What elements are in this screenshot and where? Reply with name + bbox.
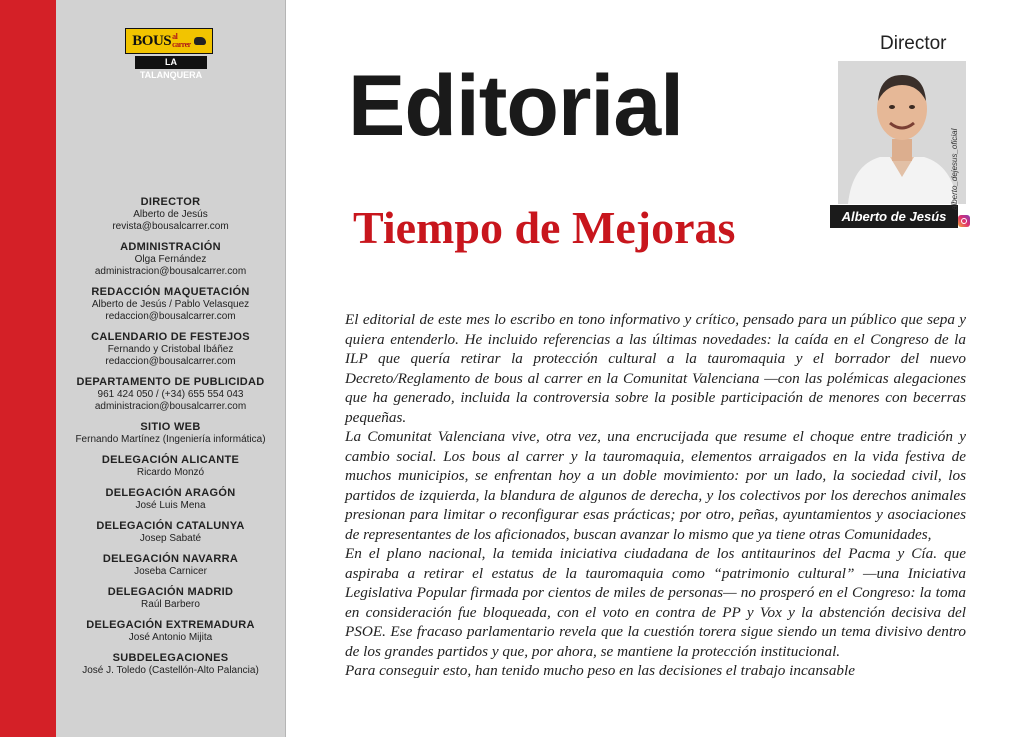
- instagram-handle: alberto_dejesus_oficial: [950, 128, 959, 210]
- credit-block: [56, 376, 285, 413]
- logo-subtitle: LA TALANQUERA: [135, 56, 207, 69]
- director-photo: [838, 61, 966, 204]
- credit-title: CALENDARIO DE FESTEJOS: [91, 331, 250, 343]
- credit-line: revista@bousalcarrer.com: [112, 221, 229, 232]
- credit-block: [56, 487, 285, 512]
- credit-line: José Luis Mena: [135, 500, 206, 511]
- red-edge-bar: [0, 0, 56, 737]
- credit-line: Olga Fernández: [134, 254, 207, 265]
- director-portrait: [838, 61, 966, 204]
- director-label: Director: [880, 33, 947, 54]
- credit-title: DELEGACIÓN ALICANTE: [101, 454, 240, 466]
- credit-block: [56, 241, 285, 278]
- credit-title: DELEGACIÓN EXTREMADURA: [86, 619, 255, 631]
- credits-sidebar: [56, 0, 286, 737]
- credit-block: [56, 586, 285, 611]
- credit-block: [56, 619, 285, 644]
- credit-block: [56, 553, 285, 578]
- credit-title: DELEGACIÓN CATALUNYA: [96, 520, 245, 532]
- credit-title: SITIO WEB: [140, 421, 201, 433]
- editorial-subtitle: Tiempo de Mejoras: [353, 202, 736, 253]
- credit-block: [56, 454, 285, 479]
- credit-line: Alberto de Jesús: [133, 209, 208, 220]
- credit-line: 961 424 050 / (+34) 655 554 043: [97, 389, 244, 400]
- credit-block: [56, 196, 285, 233]
- credit-block: [56, 331, 285, 368]
- credit-title: REDACCIÓN MAQUETACIÓN: [91, 286, 250, 298]
- credit-line: redaccion@bousalcarrer.com: [105, 356, 236, 367]
- credit-line: administracion@bousalcarrer.com: [94, 266, 247, 277]
- credit-line: Raúl Barbero: [141, 599, 200, 610]
- paragraph: La Comunitat Valenciana vive, otra vez, una encrucijada que resume el choque entre tradición y cambio social. Los bous al carrer y la tauromaquia, elementos arraigados en la vida festiva de muchos municipios, se enfrentan hoy a un doble movimiento: por un lado, la sociedad civil, los partidos de izquierda, la blandura de algunos de derecha, y los colectivos por los derechos animales presionan para limitar o reconfigurar esas prácticas; por otro, peñas, ayuntamientos y asociaciones de representantes de los aficionados, buscan avanzar lo mismo que ya tiene otras Comunidades,: [345, 428, 966, 543]
- credit-line: Josep Sabaté: [139, 533, 202, 544]
- credit-line: José Antonio Mijita: [128, 632, 213, 643]
- credit-title: ADMINISTRACIÓN: [120, 241, 221, 253]
- credit-line: Fernando y Cristobal Ibáñez: [107, 344, 234, 355]
- credit-line: José J. Toledo (Castellón-Alto Palancia): [82, 665, 259, 676]
- logo-wordmark: BOUS al carrer: [125, 28, 213, 54]
- credit-line: Fernando Martínez (Ingeniería informática): [75, 434, 266, 445]
- credit-block: [56, 652, 285, 677]
- credit-title: DIRECTOR: [140, 196, 201, 208]
- page-title: Editorial: [348, 58, 684, 154]
- instagram-icon: [958, 215, 970, 227]
- credit-title: SUBDELEGACIONES: [112, 652, 229, 664]
- credits-list: [56, 196, 285, 685]
- credit-title: DELEGACIÓN NAVARRA: [102, 553, 239, 565]
- paragraph: El editorial de este mes lo escribo en tono informativo y crítico, pensado para un público que sepa y quiera entenderlo. He incluido referencias a las últimas novedades: la caída en el Congreso de la ILP que quería retirar la protección cultural a la tauromaquia y el borrador del nuevo Decreto/Reglamento de bous al carrer en la Comunitat Valenciana —con las polémicas alegaciones que ha generado, incluida la controversia sobre la posible participación de menores con becerras pequeñas.: [345, 311, 966, 426]
- paragraph: En el plano nacional, la temida iniciativa ciudadana de los antitaurinos del Pacma y Cía. que aspiraba a retirar el estatus de la tauromaquia como “patrimonio cultural” —una Iniciativa Legislativa Popular firmada por cientos de miles de personas— no prosperó en el Congreso: la toma en consideración fue bloqueada, con el voto en contra de PP y Vox y la abstención decisiva del PSOE. Ese fracaso parlamentario revela que la cuestión torera sigue siendo un tema divisivo dentro de los grandes partidos y que, por ahora, se mantiene la protección institucional.: [345, 545, 966, 660]
- credit-line: administracion@bousalcarrer.com: [94, 401, 247, 412]
- credit-title: DELEGACIÓN MADRID: [107, 586, 234, 598]
- credit-title: DELEGACIÓN ARAGÓN: [105, 487, 236, 499]
- credit-line: Alberto de Jesús / Pablo Velasquez: [91, 299, 250, 310]
- credit-block: [56, 286, 285, 323]
- credit-line: Joseba Carnicer: [134, 566, 207, 577]
- director-caption: Alberto de Jesús: [830, 205, 958, 228]
- magazine-logo: [125, 28, 213, 80]
- editorial-body: [345, 310, 966, 681]
- logo-al: al carrer: [172, 32, 191, 49]
- credit-block: [56, 520, 285, 545]
- credit-line: redaccion@bousalcarrer.com: [105, 311, 236, 322]
- paragraph: Para conseguir esto, han tenido mucho peso en las decisiones el trabajo incansable: [345, 662, 855, 679]
- credit-block: [56, 421, 285, 446]
- credit-title: DEPARTAMENTO DE PUBLICIDAD: [76, 376, 265, 388]
- credit-line: Ricardo Monzó: [136, 467, 205, 478]
- bull-icon: [194, 37, 206, 45]
